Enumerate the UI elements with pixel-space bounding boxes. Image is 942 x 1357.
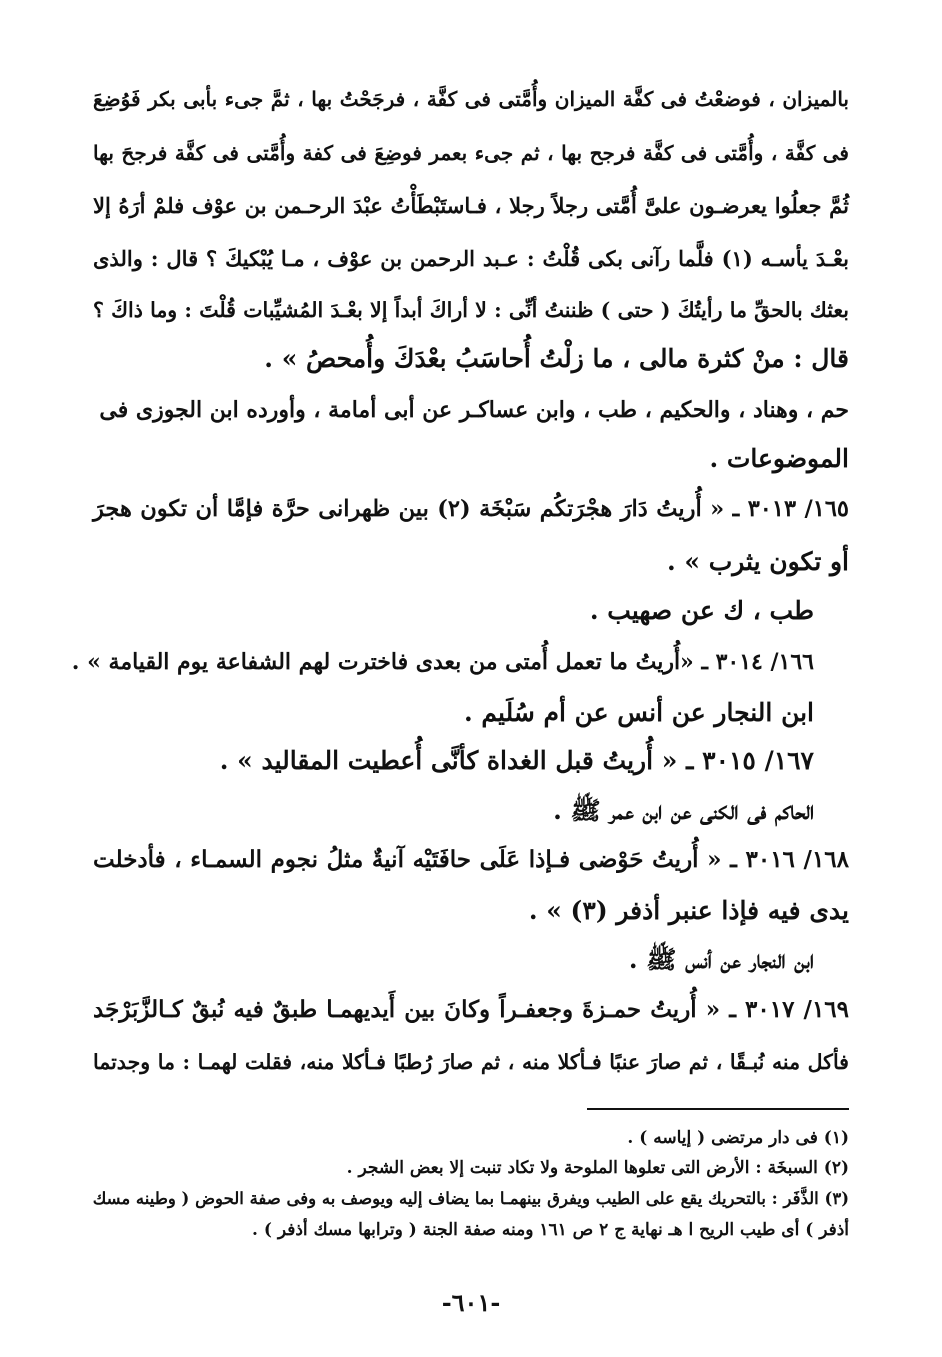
hadith-169-line-2: فأكل منه نُبـقًا ، ثم صارَ عنبًا فـأكلا منه ، ثم صارَ رُطبًا فـأكلا منه، فقلت لهمـا : ما وجدتما — [93, 1050, 849, 1074]
hadith-165-source: طب ، ك عن صهيب . — [589, 596, 814, 625]
page-number: -٦٠١- — [441, 1288, 501, 1317]
hadith-168-line-2: يدى فيه فإذا عنبر أذفر (٣) » . — [528, 896, 849, 925]
hadith-167-line: ١٦٧/ ٣٠١٥ ـ « أُريتُ قبل الغداة كأنَّى أُعطيت المقاليد » . — [219, 746, 814, 775]
body-line-1: بالميزان ، فوضعْتُ فى كفَّة الميزان وأُمَّتى فى كفَّة ، فرجَحْتُ بها ، ثمَّ جىء بأبى بكر فَوُضِعَ — [93, 87, 849, 111]
footnote-1: (١) فى دار مرتضى ( إياسه ) . — [627, 1128, 849, 1148]
body-line-4: بعْـدَ يأسـه (١) فلَّما رآنى بكى قُلْتُ : عـبد الرحمن بن عوْف ، مـا يُبْكيكَ ؟ قال : والذى — [93, 246, 849, 271]
hadith-168-line-1: ١٦٨/ ٣٠١٦ ـ « أُريتُ حَوْضى فـإذا عَلَى حافَتَيْه آنيةٌ مثلُ نجوم السمـاء ، فأدخلت — [93, 846, 849, 873]
hadith-168-source: ابن النجار عن أنس ﷺ . — [628, 945, 814, 974]
footnote-2: (٢) السبخَة : الأرض التى تعلوها الملوحة ولا تكاد تنبت إلا بعض الشجر . — [346, 1158, 849, 1178]
footnote-divider — [587, 1108, 849, 1110]
footnote-3-line-2: أذفر ) أى طيب الريح ا هـ نهاية ج ٢ ص ١٦١ ومنه صفة الجنة ( وترابها مسك أذفر ) . — [252, 1220, 849, 1240]
hadith-169-line-1: ١٦٩/ ٣٠١٧ ـ « أُريتُ حمـزةَ وجعفـراً وكانَ بين أَيديهمـا طبقٌ فيه نُبقٌ كـالزَّبَرْجَد — [93, 996, 849, 1023]
citation-line-1: حم ، وهناد ، والحكيم ، طب ، وابن عساكـر عن أبى أمامة ، وأورده ابن الجوزى فى — [99, 397, 849, 423]
body-line-6: قال : منْ كثرة مالى ، ما زلْتُ أُحاسَبُ بعْدَكَ وأُمحصُ » . — [264, 344, 849, 373]
footnote-3-line-1: (٣) الذَّفَر : بالتحريك يقع على الطيب ويفرق بينهمـا بما يضاف إليه ويوصف به وفى صفة الحوض ( وطينه مسك — [92, 1189, 849, 1208]
hadith-165-line-1: ١٦٥/ ٣٠١٣ ـ « أُريتُ دَارَ هجْرَتكُم سَبْخَة (٢) بين ظهرانى حرَّة فإمَّا أن تكون هجرَ — [93, 496, 849, 522]
citation-line-2: الموضوعات . — [709, 444, 849, 473]
hadith-166-line: ١٦٦/ ٣٠١٤ ـ «أُريتُ ما تعمل أُمتى من بعدى فاخترت لهم الشفاعة يوم القيامة » . — [71, 649, 814, 675]
body-line-3: ثُمَّ جعلُوا يعرضـون علىَّ أُمَّتى رجلاً رجلا ، فـاستَبْطَأْتُ عبْدَ الرحـمن بن عوْف فلمْ أرَهُ إلا — [93, 193, 849, 218]
hadith-165-line-2: أو تكون يثرب » . — [666, 547, 849, 576]
body-line-2: فى كفَّة ، وأُمَّتى فى كفَّة فرجح بها ، ثم جىء بعمر فوضِعَ فى كفة وأُمَّتى فى كفَّة فرجحَ بها — [93, 141, 849, 165]
hadith-166-source: ابن النجار عن أنس عن أم سُلَيم . — [464, 698, 814, 727]
body-line-5: بعثك بالحقِّ ما رأيتُكَ ( حتى ) ظننتُ أنِّى : لا أراكَ أبداً إلا بعْـدَ المُشيِّبات قُلْتَ : وما ذاكَ ؟ — [93, 298, 849, 322]
hadith-167-source: الحاكم فى الكنى عن ابن عمر ﷺ . — [553, 796, 814, 825]
